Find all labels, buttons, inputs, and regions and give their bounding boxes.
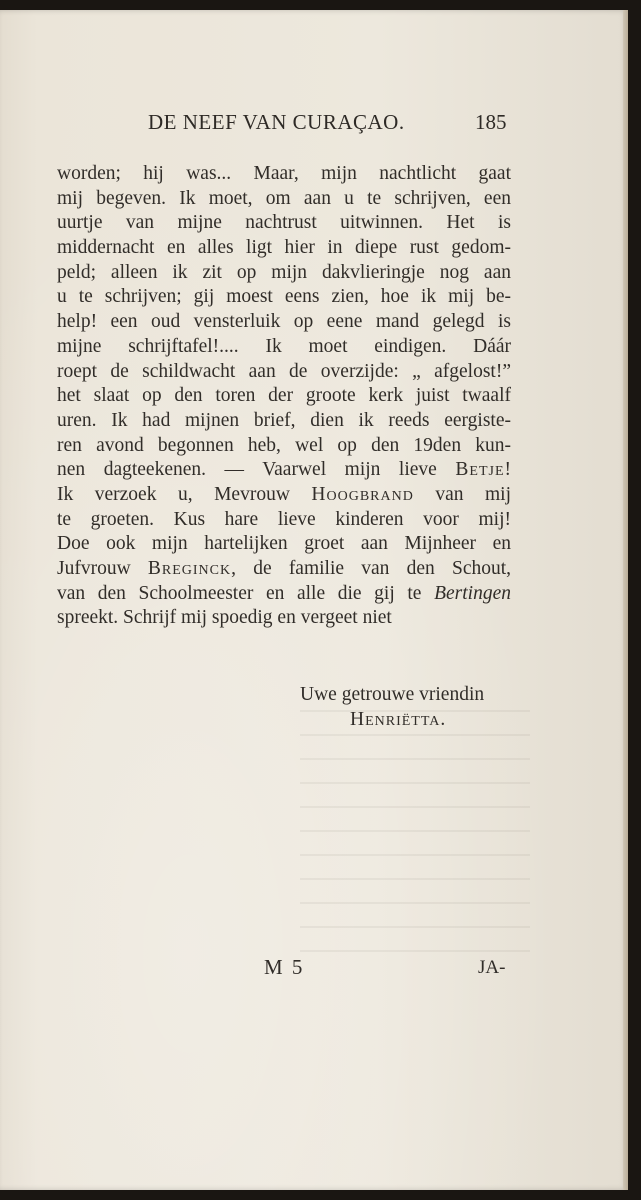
page-footer <box>0 955 628 985</box>
text-line: Doe ook mijn hartelijken groet aan Mijnheer en <box>57 533 511 555</box>
name-hoogbrand: Hoogbrand <box>311 483 414 505</box>
text-line: roept de schildwacht aan de overzijde: „ afgelost!” <box>57 360 511 382</box>
text-line <box>57 458 511 483</box>
line-text: van den Schoolmeester en alle die gij te <box>57 582 422 604</box>
line-text: nen dagteekenen. — Vaarwel mijn lieve <box>57 459 437 481</box>
text-line: uurtje van mijne nachtrust uitwinnen. Het is <box>57 212 511 234</box>
text-line: worden; hij was... Maar, mijn nachtlicht gaat <box>57 163 511 184</box>
name-betje: Betje <box>455 459 505 481</box>
closing-signature: Henriëtta. <box>350 709 447 730</box>
text-line: mij begeven. Ik moet, om aan u te schrijven, een <box>57 187 511 209</box>
letter-closing <box>300 682 484 732</box>
text-line: peld; alleen ik zit op mijn dakvlieringje nog aan <box>57 261 511 283</box>
name-breginck: Breginck <box>147 558 232 579</box>
signature-mark: M 5 <box>264 955 305 979</box>
text-line: ren avond begonnen heb, wel op den 19den kun- <box>57 434 511 456</box>
text-line <box>57 582 511 607</box>
book-page <box>0 10 628 1190</box>
line-text: Jufvrouw <box>57 558 131 579</box>
page-header <box>0 110 628 146</box>
catchword: JA- <box>478 957 506 978</box>
line-end: ! <box>504 459 511 481</box>
text-line <box>57 483 511 508</box>
page-edge <box>623 10 628 1190</box>
page-number: 185 <box>475 110 507 134</box>
text-line: help! een oud vensterluik op eene mand gelegd is <box>57 311 511 333</box>
text-line <box>57 557 511 582</box>
text-line: middernacht en alles ligt hier in diepe rust gedom- <box>57 237 511 259</box>
text-line: uren. Ik had mijnen brief, dien ik reeds eergiste- <box>57 409 511 431</box>
bleed-through <box>300 710 530 960</box>
line-end: , de familie van den Schout, <box>231 558 511 579</box>
line-end: van mij <box>435 483 511 505</box>
text-line: u te schrijven; gij moest eens zien, hoe ik mij be- <box>57 286 511 308</box>
text-line: het slaat op den toren der groote kerk juist twaalf <box>57 385 511 407</box>
text-line: spreekt. Schrijf mij spoedig en vergeet niet <box>57 607 392 629</box>
line-text: Ik verzoek u, Mevrouw <box>57 483 290 505</box>
closing-salutation: Uwe getrouwe vriendin <box>300 684 485 705</box>
running-title: DE NEEF VAN CURAÇAO. <box>148 110 405 134</box>
text-line: mijne schrijftafel!.... Ik moet eindigen. Dáár <box>57 335 511 357</box>
body-text <box>57 162 511 631</box>
place-bertingen: Bertingen <box>434 582 511 604</box>
text-line: te groeten. Kus hare lieve kinderen voor mij! <box>57 508 511 530</box>
